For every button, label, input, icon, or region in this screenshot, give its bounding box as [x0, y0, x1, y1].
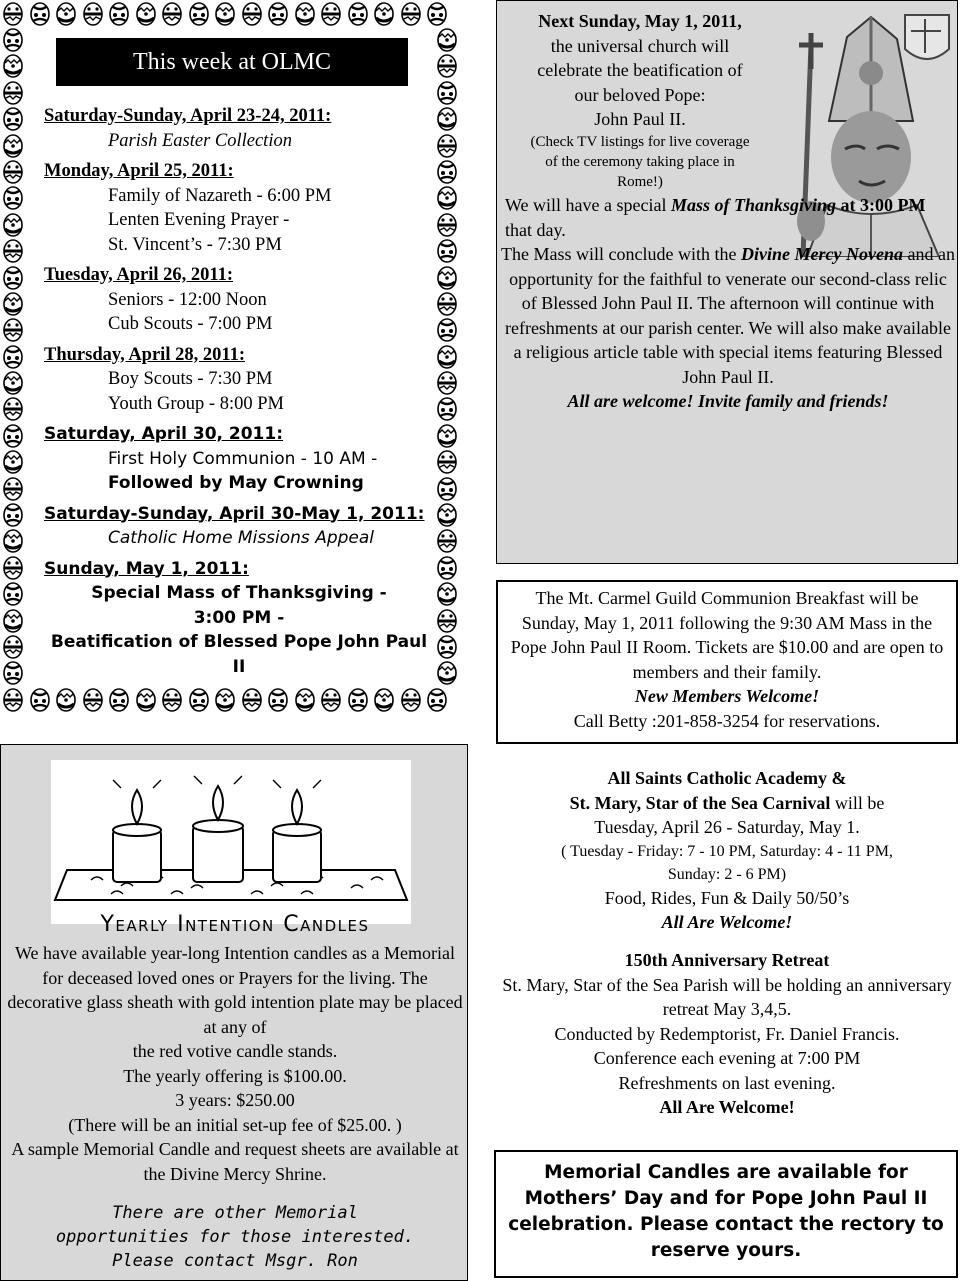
note-line: There are other Memorial: [112, 1203, 358, 1223]
event-detail: Lenten Evening Prayer -: [108, 210, 290, 230]
event-detail: Cub Scouts - 7:00 PM: [108, 314, 273, 334]
easter-egg-icon: [55, 2, 77, 26]
call-line: Call Betty :201-858-3254 for reservations.: [573, 710, 881, 731]
easter-egg-icon: [436, 160, 458, 184]
easter-egg-icon: [436, 635, 458, 659]
event-detail: First Holy Communion - 10 AM -: [108, 448, 378, 469]
memorial-candles-box: [494, 1150, 958, 1278]
easter-egg-icon: [2, 556, 24, 580]
carnival-name: St. Mary, Star of the Sea Carnival: [569, 792, 831, 813]
easter-egg-icon: [373, 2, 395, 26]
event-date: Thursday, April 28, 2011:: [44, 344, 245, 365]
easter-egg-icon: [436, 134, 458, 158]
note-line: Please contact Msgr. Ron: [112, 1251, 358, 1271]
easter-egg-icon: [188, 688, 210, 712]
egg-border-top: [2, 2, 453, 26]
easter-egg-icon: [2, 134, 24, 158]
event-detail: Parish Easter Collection: [108, 130, 292, 151]
carnival-text: will be: [834, 792, 885, 813]
easter-egg-icon: [2, 107, 24, 131]
carnival-section: [496, 766, 958, 935]
retreat-title: 150th Anniversary Retreat: [624, 950, 830, 970]
sample-note: A sample Memorial Candle and request sheets are available at the Divine Mercy Shrine.: [11, 1139, 459, 1184]
welcome-line: All are welcome! Invite family and friends!: [567, 391, 889, 411]
note-line: (Check TV listings for live coverage: [530, 133, 750, 150]
easter-egg-icon: [2, 450, 24, 474]
candles-text: the red votive candle stands.: [132, 1041, 338, 1061]
easter-egg-icon: [436, 529, 458, 553]
easter-egg-icon: [400, 2, 422, 26]
easter-egg-icon: [436, 582, 458, 606]
event-date: Monday, April 25, 2011:: [44, 161, 234, 181]
easter-egg-icon: [436, 477, 458, 501]
intro-date: Next Sunday, May 1, 2011,: [538, 11, 742, 31]
note-line: of the ceremony taking place in: [545, 153, 735, 170]
easter-egg-icon: [436, 345, 458, 369]
beatification-panel: [496, 0, 958, 564]
easter-egg-icon: [2, 688, 24, 712]
easter-egg-icon: [55, 688, 77, 712]
easter-egg-icon: [436, 371, 458, 395]
intro-line: the universal church will: [550, 35, 730, 56]
event-detail: Special Mass of Thanksgiving -: [91, 583, 387, 603]
easter-egg-icon: [2, 635, 24, 659]
easter-egg-icon: [108, 2, 130, 26]
easter-egg-icon: [2, 582, 24, 606]
event-detail: Youth Group - 8:00 PM: [108, 393, 284, 414]
event-item: [44, 104, 434, 153]
easter-egg-icon: [436, 239, 458, 263]
easter-egg-icon: [161, 688, 183, 712]
setup-fee: (There will be an initial set-up fee of $25.00. ): [68, 1114, 402, 1135]
event-date: Saturday, April 30, 2011:: [44, 424, 284, 444]
note-line: opportunities for those interested.: [55, 1227, 415, 1247]
easter-egg-icon: [2, 54, 24, 78]
event-item: [44, 557, 434, 680]
easter-egg-icon: [2, 213, 24, 237]
easter-egg-icon: [294, 688, 316, 712]
easter-egg-icon: [2, 424, 24, 448]
easter-egg-icon: [436, 397, 458, 421]
event-item: [44, 343, 434, 417]
event-item: [44, 502, 434, 551]
easter-egg-icon: [267, 2, 289, 26]
novena-name: Divine Mercy Novena: [741, 244, 903, 264]
retreat-welcome: All Are Welcome!: [659, 1097, 795, 1117]
new-members-line: New Members Welcome!: [634, 686, 820, 706]
carnival-hours: Sunday: 2 - 6 PM): [667, 865, 787, 883]
easter-egg-icon: [2, 661, 24, 685]
event-date: Saturday-Sunday, April 30-May 1, 2011:: [44, 503, 425, 524]
yearly-offering: The yearly offering is $100.00.: [123, 1065, 347, 1086]
event-detail: Boy Scouts - 7:30 PM: [108, 369, 273, 389]
easter-egg-icon: [2, 477, 24, 501]
event-detail: Family of Nazareth - 6:00 PM: [108, 185, 332, 206]
easter-egg-icon: [436, 186, 458, 210]
easter-egg-icon: [2, 239, 24, 263]
easter-egg-icon: [2, 609, 24, 633]
conclusion-text: The Mass will conclude with the: [501, 244, 737, 264]
egg-border-left: [2, 28, 24, 688]
easter-egg-icon: [108, 688, 130, 712]
easter-egg-icon: [436, 107, 458, 131]
easter-egg-icon: [2, 266, 24, 290]
event-date: Sunday, May 1, 2011:: [44, 558, 249, 579]
beatification-details: [501, 193, 955, 414]
easter-egg-icon: [2, 28, 24, 52]
week-title: This week at OLMC: [56, 38, 408, 86]
retreat-conference: Conference each evening at 7:00 PM: [593, 1048, 861, 1068]
event-detail: Beatification of Blessed Pope John Paul II: [50, 632, 428, 677]
easter-egg-icon: [436, 28, 458, 52]
event-date: Tuesday, April 26, 2011:: [44, 265, 233, 285]
easter-egg-icon: [267, 688, 289, 712]
easter-egg-icon: [436, 424, 458, 448]
event-detail: Catholic Home Missions Appeal: [108, 528, 375, 548]
event-list: [44, 104, 434, 685]
easter-egg-icon: [436, 292, 458, 316]
event-detail: Seniors - 12:00 Noon: [108, 289, 267, 310]
easter-egg-icon: [188, 2, 210, 26]
easter-egg-icon: [2, 345, 24, 369]
easter-egg-icon: [29, 688, 51, 712]
special-mass-name: Mass of Thanksgiving: [670, 195, 837, 215]
special-mass-line: [501, 193, 955, 242]
event-item: [44, 263, 434, 337]
easter-egg-icon: [161, 2, 183, 26]
event-date: Saturday-Sunday, April 23-24, 2011:: [44, 106, 332, 126]
beatification-intro: [505, 9, 775, 192]
candles-description: [5, 941, 465, 1186]
carnival-title: All Saints Catholic Academy &: [607, 768, 847, 788]
guild-text: The Mt. Carmel Guild Communion Breakfast will be Sunday, May 1, 2011 following the 9:30 AM Mass in the Pope John Paul II Room. Tickets are $10.00 and are open to members and their family.: [510, 588, 944, 682]
easter-egg-icon: [347, 688, 369, 712]
conclusion-text: and an opportunity for the faithful to venerate our second-class relic of Blessed John Paul II. The afternoon will continue with refreshments at our parish center. We will also make available a religious article table with special items featuring Blessed John Paul II.: [504, 244, 955, 387]
easter-egg-icon: [426, 688, 448, 712]
guild-breakfast-box: [496, 580, 958, 744]
easter-egg-icon: [2, 371, 24, 395]
note-line: Rome!): [617, 173, 663, 190]
egg-border-bottom: [2, 688, 453, 712]
easter-egg-icon: [2, 186, 24, 210]
easter-egg-icon: [400, 688, 422, 712]
easter-egg-icon: [241, 2, 263, 26]
easter-egg-icon: [436, 81, 458, 105]
easter-egg-icon: [320, 688, 342, 712]
easter-egg-icon: [135, 2, 157, 26]
egg-border-right: [436, 28, 458, 688]
carnival-hours: ( Tuesday - Friday: 7 - 10 PM, Saturday: 4 - 11 PM,: [561, 842, 893, 860]
retreat-section: [496, 948, 958, 1120]
event-detail: Followed by May Crowning: [108, 473, 364, 493]
easter-egg-icon: [2, 503, 24, 527]
easter-egg-icon: [436, 266, 458, 290]
special-text: We will have a special: [505, 195, 667, 215]
candles-drawing: [51, 760, 411, 924]
easter-egg-icon: [436, 503, 458, 527]
easter-egg-icon: [436, 318, 458, 342]
easter-egg-icon: [426, 2, 448, 26]
three-year-offering: 3 years: $250.00: [175, 1090, 295, 1110]
other-memorial-note: [1, 1201, 469, 1273]
carnival-food: Food, Rides, Fun & Daily 50/50’s: [604, 887, 850, 908]
intro-line: John Paul II.: [594, 109, 686, 129]
easter-egg-icon: [2, 318, 24, 342]
easter-egg-icon: [320, 2, 342, 26]
carnival-title-line: [496, 791, 958, 816]
event-item: [44, 159, 434, 257]
intention-candles-panel: [0, 744, 468, 1281]
easter-egg-icon: [2, 81, 24, 105]
easter-egg-icon: [436, 609, 458, 633]
easter-egg-icon: [2, 2, 24, 26]
easter-egg-icon: [436, 54, 458, 78]
event-detail: St. Vincent’s - 7:30 PM: [108, 234, 282, 255]
easter-egg-icon: [2, 397, 24, 421]
easter-egg-icon: [373, 688, 395, 712]
easter-egg-icon: [214, 2, 236, 26]
easter-egg-icon: [2, 160, 24, 184]
event-item: [44, 422, 434, 496]
special-text: that day.: [505, 219, 566, 240]
conclusion-paragraph: [501, 242, 955, 389]
candles-title: Yearly Intention Candles: [100, 912, 370, 937]
easter-egg-icon: [294, 2, 316, 26]
this-week-panel: [0, 0, 462, 720]
easter-egg-icon: [241, 688, 263, 712]
easter-egg-icon: [82, 688, 104, 712]
easter-egg-icon: [436, 213, 458, 237]
tv-listing-note: [505, 132, 775, 192]
intro-line: our beloved Pope:: [574, 84, 706, 105]
easter-egg-icon: [29, 2, 51, 26]
retreat-text: St. Mary, Star of the Sea Parish will be holding an anniversary retreat May 3,4,5.: [502, 974, 952, 1019]
carnival-dates: Tuesday, April 26 - Saturday, May 1.: [594, 817, 860, 837]
easter-egg-icon: [436, 661, 458, 685]
event-detail: 3:00 PM -: [193, 607, 285, 628]
carnival-welcome: All Are Welcome!: [661, 912, 793, 932]
easter-egg-icon: [436, 556, 458, 580]
retreat-refreshments: Refreshments on last evening.: [618, 1072, 836, 1093]
easter-egg-icon: [2, 292, 24, 316]
retreat-conductor: Conducted by Redemptorist, Fr. Daniel Francis.: [554, 1023, 900, 1044]
easter-egg-icon: [214, 688, 236, 712]
easter-egg-icon: [82, 2, 104, 26]
easter-egg-icon: [2, 529, 24, 553]
easter-egg-icon: [135, 688, 157, 712]
special-mass-time: at 3:00 PM: [840, 195, 926, 215]
easter-egg-icon: [347, 2, 369, 26]
memorial-text: Memorial Candles are available for Mothers’ Day and for Pope John Paul II celebration. Please contact the rectory to reserve yours.: [508, 1162, 944, 1261]
candles-text: We have available year-long Intention candles as a Memorial for deceased loved ones or Prayers for the living. The decorative glass sheath with gold intention plate may be placed at any of: [7, 943, 463, 1037]
intro-line: celebrate the beatification of: [537, 60, 743, 80]
easter-egg-icon: [436, 450, 458, 474]
